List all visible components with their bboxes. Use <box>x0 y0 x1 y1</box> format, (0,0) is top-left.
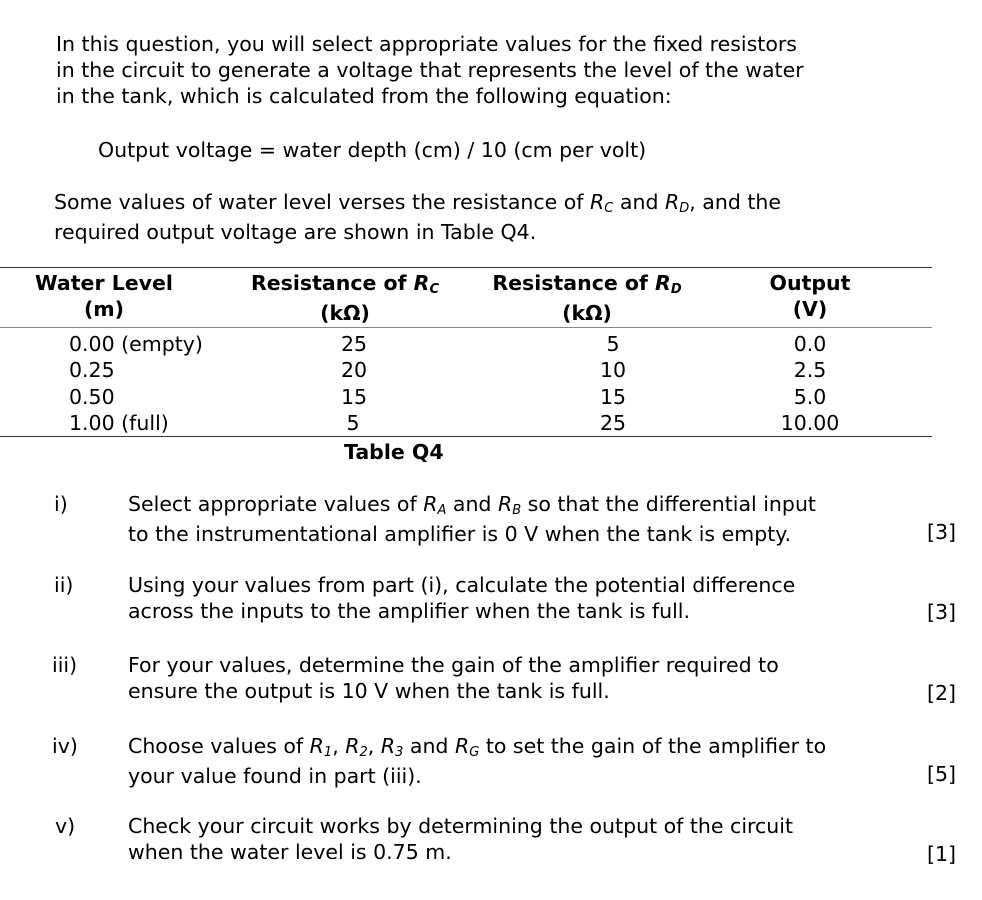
header-rd-subscript: D <box>670 282 682 297</box>
cell-level: 0.25 <box>69 358 115 382</box>
separator: , <box>367 734 381 758</box>
values-intro-text-a: Some values of water level verses the resistance of <box>54 190 591 214</box>
header-resistance-rc <box>234 270 456 326</box>
question-marks: [3] <box>926 600 956 624</box>
r2-symbol: R <box>345 734 360 758</box>
question-marks: [2] <box>926 681 956 705</box>
table-top-rule <box>0 267 932 268</box>
question-text <box>128 813 793 865</box>
header-resistance-rd <box>476 270 698 326</box>
intro-line-1: In this question, you will select appropriate values for the fixed resistors <box>56 32 797 56</box>
question-text <box>128 572 795 624</box>
header-rd-line-1 <box>476 270 698 300</box>
question-number: iv) <box>52 734 78 758</box>
cell-rd: 15 <box>599 385 627 409</box>
cell-rd: 25 <box>599 411 627 435</box>
rc-subscript: C <box>604 201 614 216</box>
cell-output: 0.0 <box>793 332 827 356</box>
table-header-rule <box>0 327 932 328</box>
question-text-b: to set the gain of the amplifier to <box>479 734 827 758</box>
header-rd-prefix: Resistance of <box>492 271 656 295</box>
header-water-level <box>20 270 188 322</box>
rg-symbol: R <box>454 734 470 758</box>
cell-rd: 5 <box>606 332 620 356</box>
separator: and <box>403 734 455 758</box>
r3-symbol: R <box>380 734 396 758</box>
header-water-level-line-2: (m) <box>83 297 125 321</box>
intro-paragraph <box>56 31 804 109</box>
ra-symbol: R <box>423 492 438 516</box>
table-caption: Table Q4 <box>344 440 444 464</box>
question-text-b: and <box>446 492 498 516</box>
question-line-1: Check your circuit works by determining the output of the circuit <box>128 814 793 838</box>
values-intro-text-b: , and the <box>689 190 782 214</box>
ra-subscript: A <box>437 503 447 518</box>
intro-line-2: in the circuit to generate a voltage that represents the level of the water <box>56 58 804 82</box>
header-water-level-line-1: Water Level <box>35 271 173 295</box>
r3-subscript: 3 <box>395 745 404 760</box>
values-intro-and: and <box>613 190 665 214</box>
question-line-1 <box>128 491 816 521</box>
cell-rc: 15 <box>341 385 368 409</box>
question-number: v) <box>55 814 76 838</box>
question-line-2: your value found in part (iii). <box>128 764 422 788</box>
header-rd-symbol: R <box>655 271 671 295</box>
r2-subscript: 2 <box>359 745 368 760</box>
question-number: ii) <box>54 573 74 597</box>
header-output <box>750 270 870 322</box>
question-line-2: ensure the output is 10 V when the tank is full. <box>128 679 610 703</box>
values-intro-line-2: required output voltage are shown in Table Q4. <box>54 220 537 244</box>
question-number: iii) <box>52 653 78 677</box>
rd-symbol: R <box>664 190 680 214</box>
header-output-line-2: (V) <box>792 297 828 321</box>
question-line-1: For your values, determine the gain of the amplifier required to <box>128 653 779 677</box>
rc-symbol: R <box>590 190 605 214</box>
cell-output: 2.5 <box>793 358 827 382</box>
separator: , <box>332 734 346 758</box>
values-intro-paragraph <box>54 189 781 245</box>
rb-subscript: B <box>512 503 522 518</box>
values-intro-line-1 <box>54 189 781 219</box>
cell-rc: 20 <box>341 358 368 382</box>
rd-subscript: D <box>679 201 690 216</box>
question-line-1: Using your values from part (i), calculate the potential difference <box>128 573 796 597</box>
table-bottom-rule <box>0 436 932 437</box>
question-text <box>128 733 826 789</box>
question-line-2: when the water level is 0.75 m. <box>128 840 452 864</box>
header-output-line-1: Output <box>769 271 851 295</box>
question-marks: [1] <box>926 842 956 866</box>
question-marks: [3] <box>926 520 956 544</box>
question-line-2: to the instrumentational amplifier is 0 V when the tank is empty. <box>128 522 791 546</box>
header-rd-unit: (kΩ) <box>562 301 612 325</box>
intro-line-3: in the tank, which is calculated from the following equation: <box>56 84 672 108</box>
question-text-a: Select appropriate values of <box>128 492 424 516</box>
cell-rc: 25 <box>341 332 368 356</box>
question-marks: [5] <box>926 762 956 786</box>
question-number: i) <box>54 492 68 516</box>
r1-symbol: R <box>309 734 324 758</box>
question-text <box>128 652 779 704</box>
question-line-1 <box>128 733 826 763</box>
cell-level: 0.50 <box>69 385 115 409</box>
cell-level: 1.00 (full) <box>69 411 169 435</box>
question-text-a: Choose values of <box>128 734 310 758</box>
cell-level: 0.00 (empty) <box>69 332 203 356</box>
cell-rd: 10 <box>599 358 627 382</box>
header-rc-subscript: C <box>429 282 440 297</box>
question-text <box>128 491 816 547</box>
rb-symbol: R <box>497 492 513 516</box>
header-rc-prefix: Resistance of <box>250 271 414 295</box>
cell-output: 5.0 <box>793 385 827 409</box>
header-rc-line-1 <box>234 270 456 300</box>
output-voltage-equation: Output voltage = water depth (cm) / 10 (cm per volt) <box>98 138 647 162</box>
rg-subscript: G <box>469 745 480 760</box>
cell-output: 10.00 <box>780 411 840 435</box>
question-line-2: across the inputs to the amplifier when the tank is full. <box>128 599 691 623</box>
question-text-c: so that the differential input <box>521 492 816 516</box>
header-rc-unit: (kΩ) <box>320 301 370 325</box>
header-rc-symbol: R <box>413 271 430 295</box>
r1-subscript: 1 <box>323 745 333 760</box>
cell-rc: 5 <box>346 411 360 435</box>
